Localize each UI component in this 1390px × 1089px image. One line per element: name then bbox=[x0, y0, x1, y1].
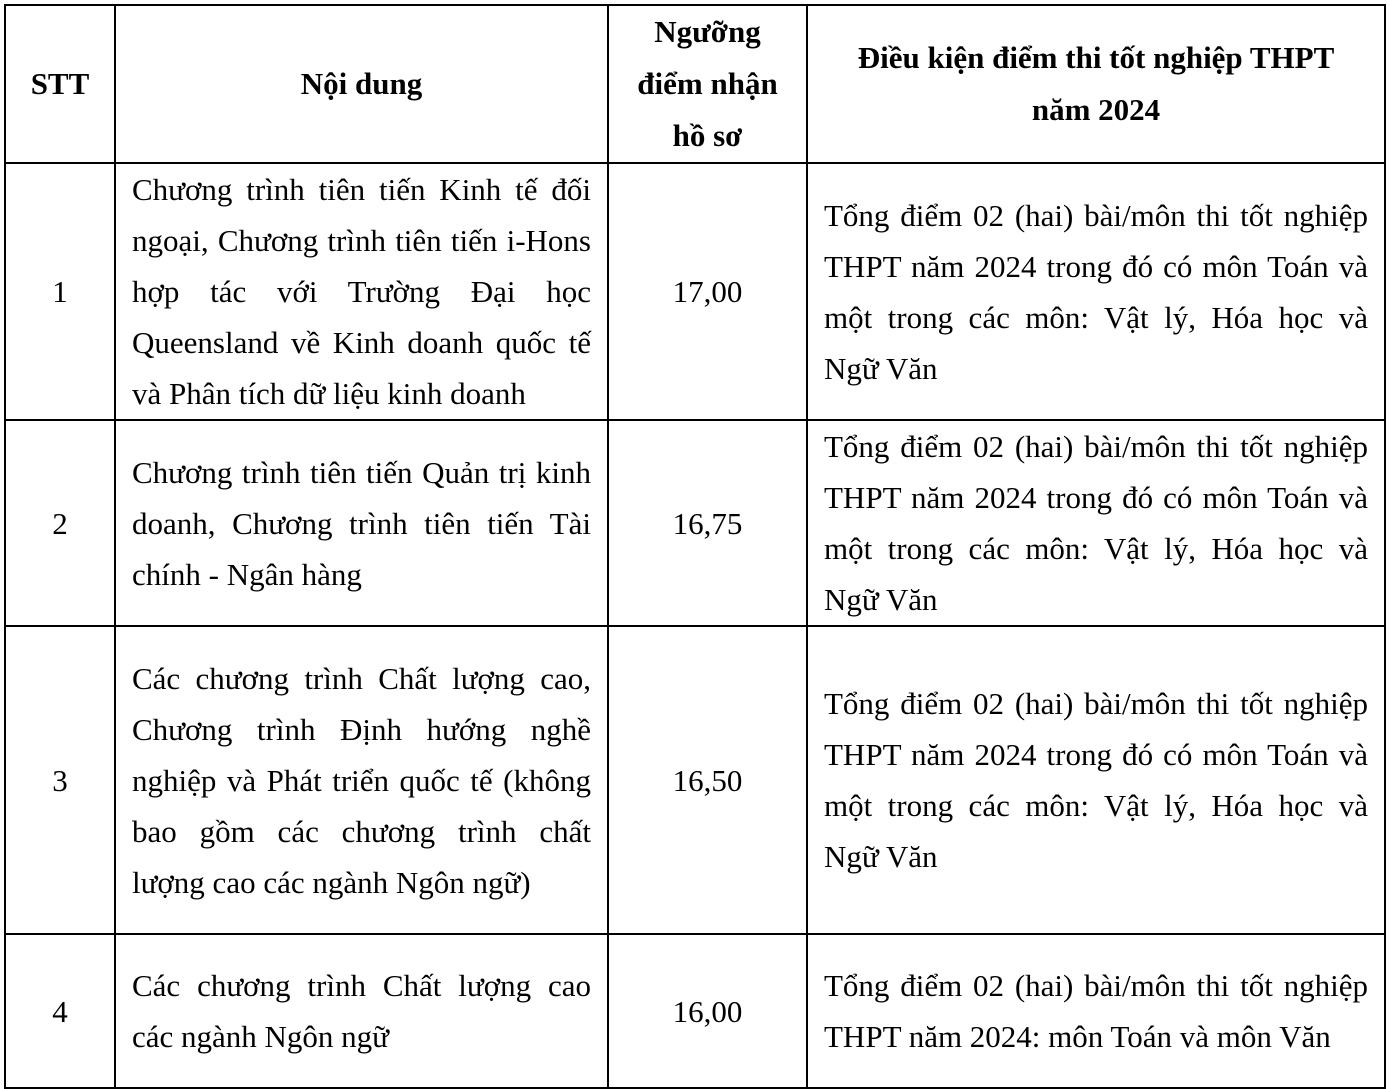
row-threshold: 16,75 bbox=[608, 420, 807, 626]
header-stt: STT bbox=[5, 5, 115, 163]
header-threshold: Ngưỡng điểm nhận hồ sơ bbox=[608, 5, 807, 163]
row-content: Chương trình tiên tiến Quản trị kinh doanh, Chương trình tiên tiến Tài chính - Ngân hàng bbox=[115, 420, 608, 626]
table-row bbox=[5, 163, 1385, 420]
row-condition: Tổng điểm 02 (hai) bài/môn thi tốt nghiệp THPT năm 2024 trong đó có môn Toán và một trong các môn: Vật lý, Hóa học và Ngữ Văn bbox=[807, 626, 1385, 934]
row-stt: 1 bbox=[5, 163, 115, 420]
table-row bbox=[5, 934, 1385, 1088]
row-content: Các chương trình Chất lượng cao, Chương trình Định hướng nghề nghiệp và Phát triển quốc tế (không bao gồm các chương trình chất lượng cao các ngành Ngôn ngữ) bbox=[115, 626, 608, 934]
row-condition: Tổng điểm 02 (hai) bài/môn thi tốt nghiệp THPT năm 2024 trong đó có môn Toán và một trong các môn: Vật lý, Hóa học và Ngữ Văn bbox=[807, 420, 1385, 626]
header-condition: Điều kiện điểm thi tốt nghiệp THPT năm 2024 bbox=[807, 5, 1385, 163]
row-content: Các chương trình Chất lượng cao các ngành Ngôn ngữ bbox=[115, 934, 608, 1088]
table-row bbox=[5, 626, 1385, 934]
row-stt: 2 bbox=[5, 420, 115, 626]
admission-threshold-table bbox=[4, 4, 1386, 1089]
row-condition: Tổng điểm 02 (hai) bài/môn thi tốt nghiệp THPT năm 2024: môn Toán và môn Văn bbox=[807, 934, 1385, 1088]
row-content: Chương trình tiên tiến Kinh tế đối ngoại, Chương trình tiên tiến i-Hons hợp tác với Trường Đại học Queensland về Kinh doanh quốc tế và Phân tích dữ liệu kinh doanh bbox=[115, 163, 608, 420]
row-threshold: 17,00 bbox=[608, 163, 807, 420]
header-content: Nội dung bbox=[115, 5, 608, 163]
table-row bbox=[5, 420, 1385, 626]
row-threshold: 16,50 bbox=[608, 626, 807, 934]
row-condition: Tổng điểm 02 (hai) bài/môn thi tốt nghiệp THPT năm 2024 trong đó có môn Toán và một trong các môn: Vật lý, Hóa học và Ngữ Văn bbox=[807, 163, 1385, 420]
row-stt: 3 bbox=[5, 626, 115, 934]
row-threshold: 16,00 bbox=[608, 934, 807, 1088]
row-stt: 4 bbox=[5, 934, 115, 1088]
header-row bbox=[5, 5, 1385, 163]
